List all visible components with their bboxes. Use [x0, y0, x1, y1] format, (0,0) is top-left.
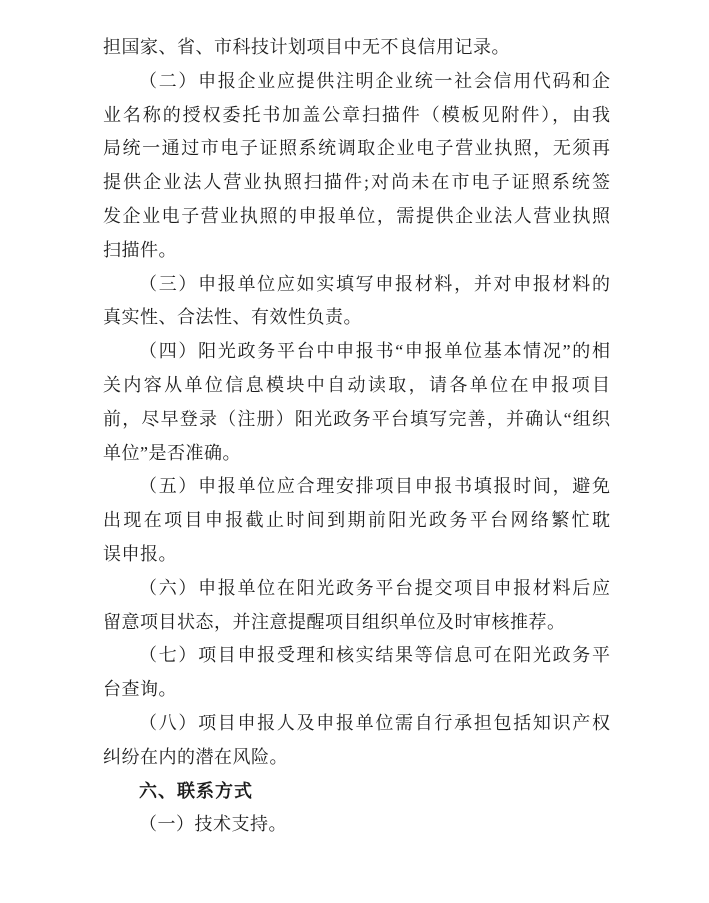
paragraph-contact-1	[103, 808, 610, 842]
text-line: 前，尽早登录（注册）阳光政务平台填写完善，并确认“组织	[103, 408, 610, 429]
paragraph-item-5	[103, 470, 610, 571]
text-line: 发企业电子营业执照的申报单位，需提供企业法人营业执照	[103, 205, 610, 226]
paragraph-item-6	[103, 572, 610, 640]
text-line: 真实性、合法性、有效性负责。	[103, 307, 362, 328]
text-line: 局统一通过市电子证照系统调取企业电子营业执照，无须再	[103, 138, 610, 159]
paragraph-item-2	[103, 65, 610, 268]
text-line: 关内容从单位信息模块中自动读取，请各单位在申报项目	[103, 374, 610, 395]
text-line: （四）阳光政务平台中申报书“申报单位基本情况”的相	[139, 341, 610, 362]
document-body	[103, 31, 610, 842]
text-line: 纠纷在内的潜在风险。	[103, 746, 288, 767]
paragraph-item-3	[103, 268, 610, 336]
text-line: （八）项目申报人及申报单位需自行承担包括知识产权	[139, 712, 610, 733]
text-line: 担国家、省、市科技计划项目中无不良信用记录。	[103, 37, 510, 57]
text-line: （一）技术支持。	[139, 814, 287, 835]
text-line: （五）申报单位应合理安排项目申报书填报时间，避免	[139, 476, 610, 497]
text-line: 扫描件。	[103, 239, 177, 260]
text-line: 六、联系方式	[139, 780, 253, 801]
text-line: 业名称的授权委托书加盖公章扫描件（模板见附件），由我	[103, 104, 610, 125]
text-line: 提供企业法人营业执照扫描件;对尚未在市电子证照系统签	[103, 172, 610, 193]
text-line: 单位”是否准确。	[103, 442, 241, 463]
paragraph-continuation	[103, 31, 610, 65]
paragraph-item-4	[103, 335, 610, 470]
text-line: （七）项目申报受理和核实结果等信息可在阳光政务平	[139, 645, 610, 666]
text-line: 出现在项目申报截止时间到期前阳光政务平台网络繁忙耽	[103, 510, 610, 531]
text-line: 留意项目状态，并注意提醒项目组织单位及时审核推荐。	[103, 611, 566, 632]
paragraph-item-8	[103, 707, 610, 775]
text-line: （三）申报单位应如实填写申报材料，并对申报材料的	[139, 273, 610, 294]
paragraph-item-7	[103, 639, 610, 707]
text-line: 误申报。	[103, 543, 177, 564]
text-line: （二）申报企业应提供注明企业统一社会信用代码和企	[139, 70, 610, 91]
text-line: 台查询。	[103, 679, 177, 700]
section-heading-6	[103, 775, 610, 809]
text-line: （六）申报单位在阳光政务平台提交项目申报材料后应	[139, 577, 610, 598]
